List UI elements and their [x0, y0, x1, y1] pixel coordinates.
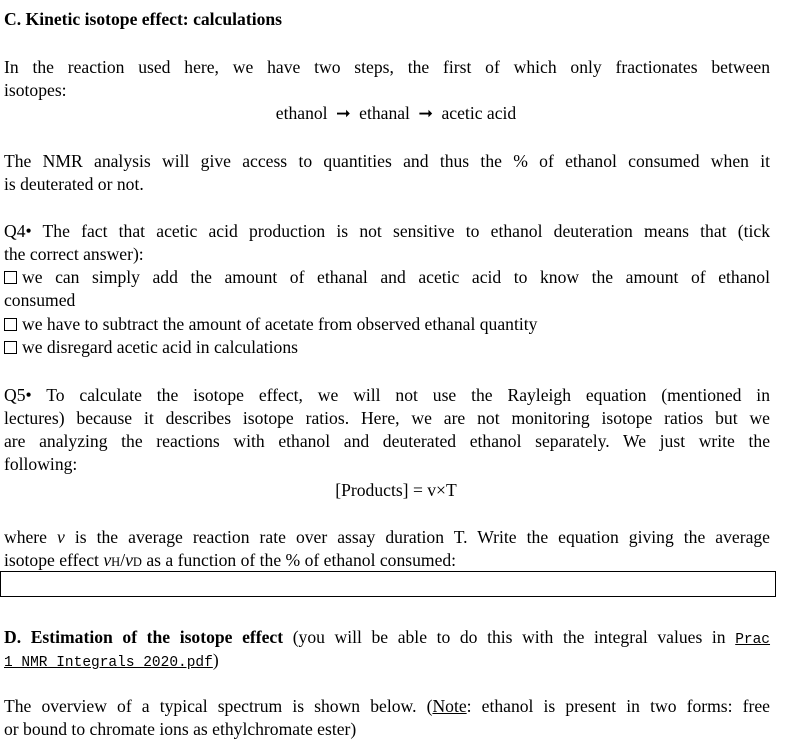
intermediate-ethanal: ethanal [359, 103, 410, 123]
where-rest: is the average reaction rate over assay duration T. Write the equation giving the average [64, 527, 770, 547]
q5-line-3: are analyzing the reactions with ethanol and deuterated ethanol separately. We just write the [4, 431, 770, 451]
checkbox-option-3[interactable] [4, 341, 17, 354]
section-c-title: C. Kinetic isotope effect: calculations [4, 9, 283, 29]
intro-line-2: isotopes: [4, 80, 67, 100]
product-acetic-acid: acetic acid [441, 103, 517, 123]
sub-h: H [111, 555, 121, 569]
option-2-text: we have to subtract the amount of acetate from observed ethanal quantity [22, 314, 538, 334]
reaction-scheme [0, 102, 792, 125]
where-pre: where [4, 527, 58, 547]
answer-input-box[interactable] [0, 571, 776, 597]
option-1-text: we can simply add the amount of ethanal and acetic acid to know the amount of ethanol [22, 267, 770, 287]
var-vh: v [103, 550, 112, 570]
q5-line-1: Q5• To calculate the isotope effect, we will not use the Rayleigh equation (mentioned in [4, 385, 770, 405]
q4-line-2: the correct answer): [4, 244, 144, 264]
equation: [Products] = v×T [335, 480, 457, 500]
q4-option-3[interactable] [4, 336, 770, 359]
close-paren: ) [212, 650, 219, 670]
q4-line-1: Q4• The fact that acetic acid production is not sensitive to ethanol deuteration means that (tick [4, 221, 770, 241]
file-link-line [4, 649, 770, 675]
overview-line-2: or bound to chromate ions as ethylchromate ester) [4, 719, 357, 739]
q4-option-2[interactable] [4, 313, 770, 336]
nmr-line-1: The NMR analysis will give access to quantities and thus the % of ethanol consumed when it [4, 151, 770, 171]
var-vd: v [125, 550, 133, 570]
q5-where-line [4, 526, 770, 549]
q4-option-1[interactable] [4, 266, 770, 289]
checkbox-option-2[interactable] [4, 318, 17, 331]
arrow-icon: ➞ [418, 103, 434, 123]
q5-line-2: lectures) because it describes isotope ratios. Here, we are not monitoring isotope ratios but we [4, 408, 770, 428]
overview-post: : ethanol is present in two forms: free [466, 696, 770, 716]
file-link-part1[interactable]: Prac [735, 632, 771, 648]
sub-d: D [132, 555, 142, 569]
option-3-text: we disregard acetic acid in calculations [22, 337, 298, 357]
nmr-line-2: is deuterated or not. [4, 174, 144, 194]
overview-pre: The overview of a typical spectrum is shown below. ( [4, 696, 433, 716]
reactant-ethanol: ethanol [275, 103, 328, 123]
section-d-title: D. Estimation of the isotope effect [4, 627, 284, 647]
overview-line-1 [4, 695, 770, 718]
q4-option-1-cont: consumed [4, 290, 76, 310]
note-label: Note [432, 696, 467, 716]
checkbox-option-1[interactable] [4, 271, 17, 284]
var-v: v [57, 527, 65, 547]
arrow-icon: ➞ [335, 103, 351, 123]
file-link-part2[interactable]: 1 NMR Integrals 2020.pdf [4, 655, 213, 671]
slash: / [120, 550, 126, 570]
section-d-title-rest: (you will be able to do this with the integral values in [283, 627, 736, 647]
iso-pre: isotope effect [4, 550, 104, 570]
intro-line-1: In the reaction used here, we have two steps, the first of which only fractionates between [4, 57, 770, 77]
iso-post: as a function of the % of ethanol consumed: [141, 550, 457, 570]
q5-line-4: following: [4, 454, 78, 474]
